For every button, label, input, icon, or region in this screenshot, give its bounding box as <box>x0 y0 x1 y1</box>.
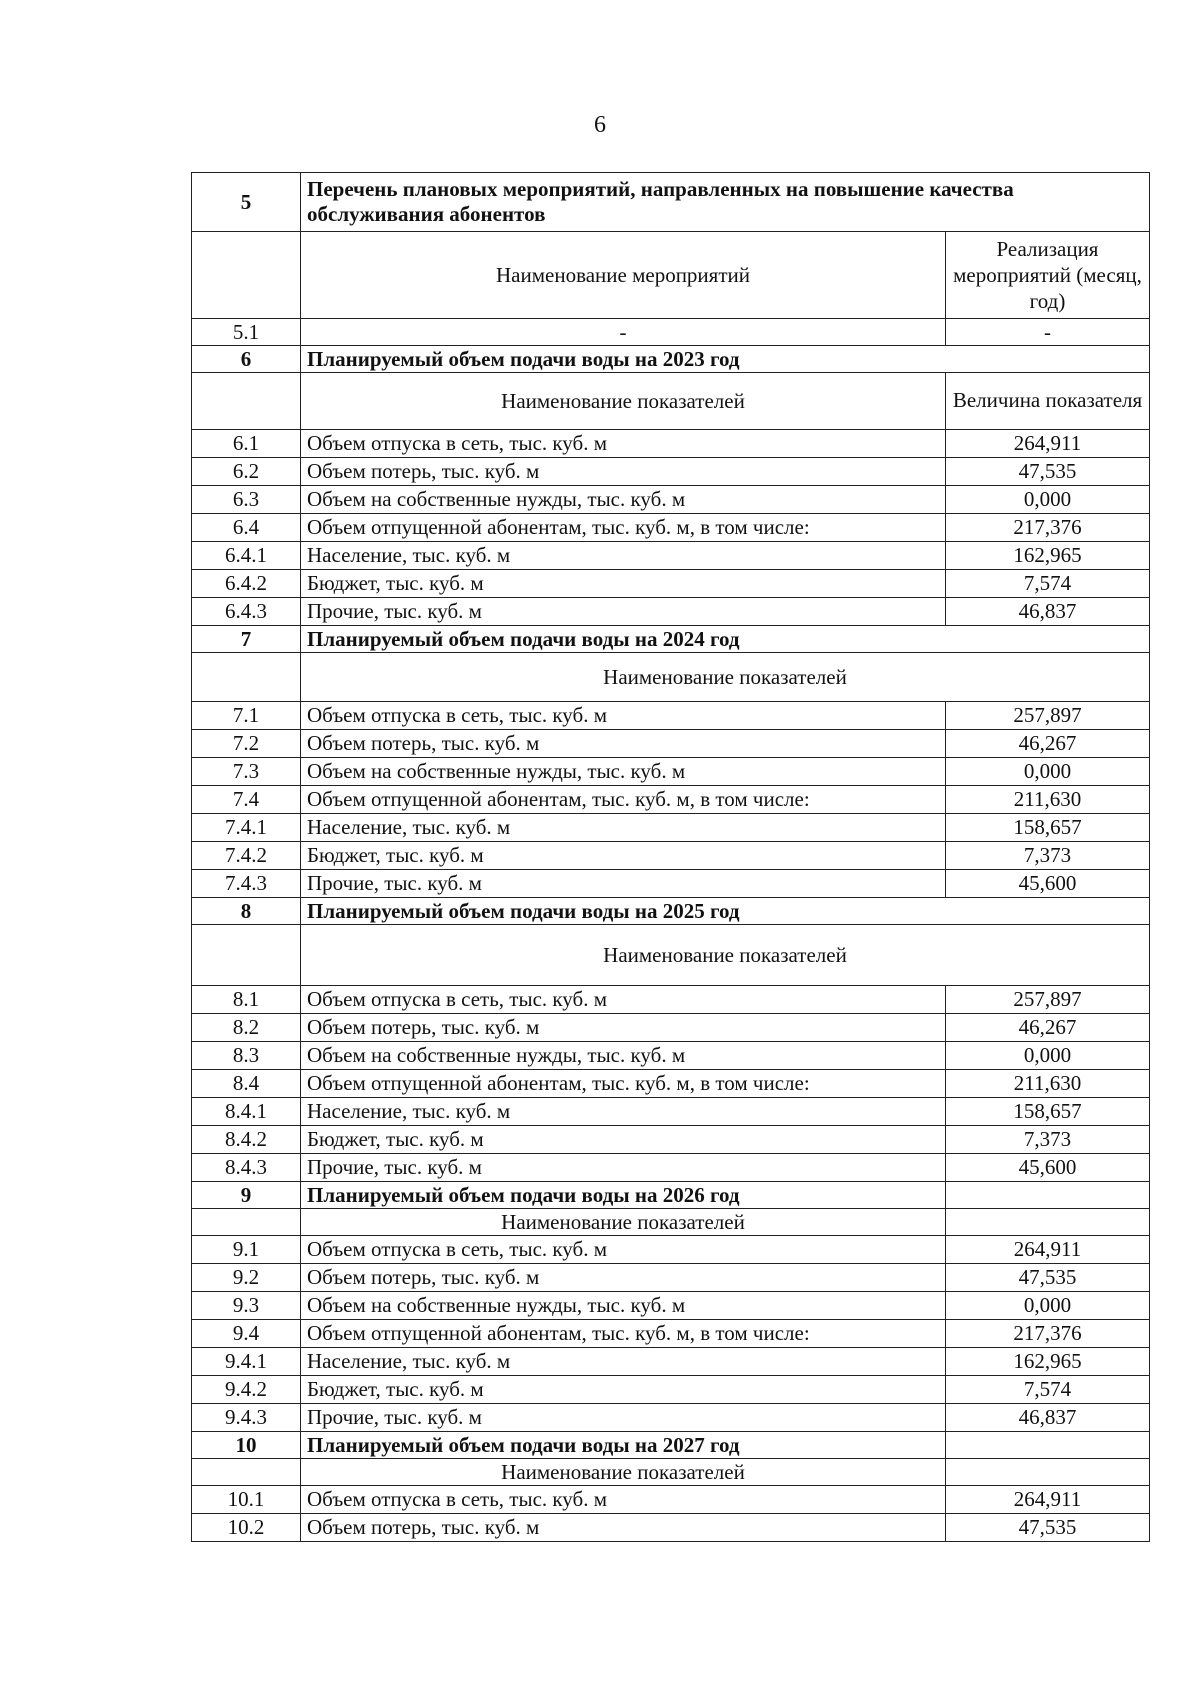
table-row <box>192 1514 1150 1542</box>
table-row <box>192 486 1150 514</box>
column-header-name: Наименование показателей <box>301 1459 946 1486</box>
table-row <box>192 1404 1150 1432</box>
row-value: 0,000 <box>946 1042 1150 1070</box>
table-row <box>192 1042 1150 1070</box>
column-header-name: Наименование мероприятий <box>301 232 946 319</box>
column-header-row <box>192 373 1150 430</box>
row-label: Население, тыс. куб. м <box>301 1348 946 1376</box>
row-label: Население, тыс. куб. м <box>301 1098 946 1126</box>
row-label: Объем на собственные нужды, тыс. куб. м <box>301 1292 946 1320</box>
row-label: Объем отпуска в сеть, тыс. куб. м <box>301 986 946 1014</box>
row-label: Объем на собственные нужды, тыс. куб. м <box>301 758 946 786</box>
row-number: 7.4.3 <box>192 870 301 898</box>
row-value: 162,965 <box>946 1348 1150 1376</box>
section-header-row <box>192 626 1150 653</box>
table-row <box>192 319 1150 346</box>
row-value: 46,267 <box>946 730 1150 758</box>
table-row <box>192 730 1150 758</box>
row-number: 6.4.3 <box>192 598 301 626</box>
row-number: 9.4.3 <box>192 1404 301 1432</box>
table-row <box>192 986 1150 1014</box>
table-row <box>192 1486 1150 1514</box>
row-label: Бюджет, тыс. куб. м <box>301 1376 946 1404</box>
row-label: - <box>301 319 946 346</box>
row-value: 211,630 <box>946 1070 1150 1098</box>
empty-cell <box>946 1459 1150 1486</box>
row-label: Объем отпуска в сеть, тыс. куб. м <box>301 1486 946 1514</box>
row-value: 264,911 <box>946 430 1150 458</box>
column-header-value: Реализация мероприятий (месяц, год) <box>946 232 1150 319</box>
row-value: 257,897 <box>946 702 1150 730</box>
section-title: Планируемый объем подачи воды на 2027 год <box>301 1432 946 1459</box>
table-row <box>192 870 1150 898</box>
section-header-row <box>192 898 1150 925</box>
row-label: Объем потерь, тыс. куб. м <box>301 730 946 758</box>
column-header-name: Наименование показателей <box>301 1209 946 1236</box>
section-number: 10 <box>192 1432 301 1459</box>
row-label: Объем на собственные нужды, тыс. куб. м <box>301 486 946 514</box>
section-number: 5 <box>192 173 301 232</box>
section-title: Перечень плановых мероприятий, направленных на повышение качества обслуживания абонентов <box>301 173 1150 232</box>
row-value: 264,911 <box>946 1486 1150 1514</box>
row-label: Прочие, тыс. куб. м <box>301 1404 946 1432</box>
table-row <box>192 1154 1150 1182</box>
empty-cell <box>946 1432 1150 1459</box>
section-number: 9 <box>192 1182 301 1209</box>
row-value: 46,837 <box>946 598 1150 626</box>
row-number: 7.1 <box>192 702 301 730</box>
row-number: 8.3 <box>192 1042 301 1070</box>
row-value: 46,837 <box>946 1404 1150 1432</box>
row-number: 8.4.2 <box>192 1126 301 1154</box>
row-label: Население, тыс. куб. м <box>301 814 946 842</box>
row-number: 9.4.1 <box>192 1348 301 1376</box>
row-value: 47,535 <box>946 458 1150 486</box>
row-value: 257,897 <box>946 986 1150 1014</box>
empty-cell <box>192 653 301 702</box>
row-value: - <box>946 319 1150 346</box>
empty-cell <box>192 1209 301 1236</box>
section-header-row <box>192 1182 1150 1209</box>
row-label: Объем потерь, тыс. куб. м <box>301 1264 946 1292</box>
column-header-name: Наименование показателей <box>301 925 1150 986</box>
section-title: Планируемый объем подачи воды на 2024 год <box>301 626 1150 653</box>
table-row <box>192 570 1150 598</box>
row-value: 7,574 <box>946 570 1150 598</box>
row-value: 264,911 <box>946 1236 1150 1264</box>
row-label: Объем потерь, тыс. куб. м <box>301 1514 946 1542</box>
row-number: 9.2 <box>192 1264 301 1292</box>
row-label: Бюджет, тыс. куб. м <box>301 842 946 870</box>
row-label: Объем отпущенной абонентам, тыс. куб. м, в том числе: <box>301 514 946 542</box>
row-value: 0,000 <box>946 758 1150 786</box>
column-header-row <box>192 1209 1150 1236</box>
row-label: Прочие, тыс. куб. м <box>301 1154 946 1182</box>
row-label: Объем отпуска в сеть, тыс. куб. м <box>301 702 946 730</box>
row-value: 158,657 <box>946 814 1150 842</box>
row-number: 5.1 <box>192 319 301 346</box>
row-label: Население, тыс. куб. м <box>301 542 946 570</box>
row-value: 7,574 <box>946 1376 1150 1404</box>
empty-cell <box>192 373 301 430</box>
row-number: 8.1 <box>192 986 301 1014</box>
section-header-row <box>192 346 1150 373</box>
row-label: Бюджет, тыс. куб. м <box>301 1126 946 1154</box>
table-row <box>192 1070 1150 1098</box>
row-number: 10.2 <box>192 1514 301 1542</box>
table-row <box>192 702 1150 730</box>
row-number: 6.4.2 <box>192 570 301 598</box>
table-row <box>192 1126 1150 1154</box>
row-number: 6.3 <box>192 486 301 514</box>
row-value: 0,000 <box>946 1292 1150 1320</box>
row-number: 7.4.2 <box>192 842 301 870</box>
table-row <box>192 514 1150 542</box>
section-number: 7 <box>192 626 301 653</box>
row-number: 7.4 <box>192 786 301 814</box>
row-label: Объем отпуска в сеть, тыс. куб. м <box>301 1236 946 1264</box>
table-row <box>192 786 1150 814</box>
column-header-row <box>192 232 1150 319</box>
column-header-name: Наименование показателей <box>301 373 946 430</box>
row-label: Бюджет, тыс. куб. м <box>301 570 946 598</box>
table-row <box>192 1376 1150 1404</box>
row-label: Объем отпуска в сеть, тыс. куб. м <box>301 430 946 458</box>
table-row <box>192 1348 1150 1376</box>
row-value: 7,373 <box>946 842 1150 870</box>
row-label: Объем потерь, тыс. куб. м <box>301 1014 946 1042</box>
row-number: 7.3 <box>192 758 301 786</box>
row-value: 158,657 <box>946 1098 1150 1126</box>
empty-cell <box>946 1209 1150 1236</box>
row-label: Прочие, тыс. куб. м <box>301 870 946 898</box>
table-row <box>192 1014 1150 1042</box>
section-number: 8 <box>192 898 301 925</box>
row-value: 217,376 <box>946 514 1150 542</box>
table-row <box>192 430 1150 458</box>
column-header-row <box>192 653 1150 702</box>
table-row <box>192 842 1150 870</box>
column-header-row <box>192 925 1150 986</box>
row-number: 10.1 <box>192 1486 301 1514</box>
row-label: Объем отпущенной абонентам, тыс. куб. м, в том числе: <box>301 1070 946 1098</box>
row-number: 6.1 <box>192 430 301 458</box>
row-label: Объем потерь, тыс. куб. м <box>301 458 946 486</box>
section-title: Планируемый объем подачи воды на 2025 год <box>301 898 1150 925</box>
row-value: 7,373 <box>946 1126 1150 1154</box>
row-number: 6.4 <box>192 514 301 542</box>
table-row <box>192 1320 1150 1348</box>
empty-cell <box>192 1459 301 1486</box>
row-number: 9.4 <box>192 1320 301 1348</box>
table-row <box>192 1236 1150 1264</box>
section-header-row <box>192 173 1150 232</box>
row-number: 7.2 <box>192 730 301 758</box>
row-number: 9.1 <box>192 1236 301 1264</box>
section-number: 6 <box>192 346 301 373</box>
row-value: 45,600 <box>946 870 1150 898</box>
row-value: 211,630 <box>946 786 1150 814</box>
empty-cell <box>192 232 301 319</box>
row-value: 162,965 <box>946 542 1150 570</box>
row-value: 47,535 <box>946 1514 1150 1542</box>
section-header-row <box>192 1432 1150 1459</box>
row-label: Объем отпущенной абонентам, тыс. куб. м, в том числе: <box>301 1320 946 1348</box>
row-number: 8.4.3 <box>192 1154 301 1182</box>
column-header-name: Наименование показателей <box>301 653 1150 702</box>
table-row <box>192 1098 1150 1126</box>
empty-cell <box>192 925 301 986</box>
plan-table <box>191 172 1150 1542</box>
row-number: 9.3 <box>192 1292 301 1320</box>
row-value: 0,000 <box>946 486 1150 514</box>
row-value: 45,600 <box>946 1154 1150 1182</box>
table-row <box>192 458 1150 486</box>
row-label: Прочие, тыс. куб. м <box>301 598 946 626</box>
row-number: 7.4.1 <box>192 814 301 842</box>
page-number: 6 <box>594 112 606 138</box>
table-row <box>192 814 1150 842</box>
section-title: Планируемый объем подачи воды на 2023 год <box>301 346 1150 373</box>
row-number: 6.4.1 <box>192 542 301 570</box>
empty-cell <box>946 1182 1150 1209</box>
table-row <box>192 758 1150 786</box>
row-number: 9.4.2 <box>192 1376 301 1404</box>
table-row <box>192 1264 1150 1292</box>
column-header-row <box>192 1459 1150 1486</box>
column-header-value: Величина показателя <box>946 373 1150 430</box>
section-title: Планируемый объем подачи воды на 2026 год <box>301 1182 946 1209</box>
table-row <box>192 598 1150 626</box>
table-row <box>192 542 1150 570</box>
row-label: Объем на собственные нужды, тыс. куб. м <box>301 1042 946 1070</box>
row-value: 46,267 <box>946 1014 1150 1042</box>
row-number: 6.2 <box>192 458 301 486</box>
row-number: 8.2 <box>192 1014 301 1042</box>
row-value: 217,376 <box>946 1320 1150 1348</box>
table-row <box>192 1292 1150 1320</box>
row-number: 8.4.1 <box>192 1098 301 1126</box>
row-value: 47,535 <box>946 1264 1150 1292</box>
row-number: 8.4 <box>192 1070 301 1098</box>
row-label: Объем отпущенной абонентам, тыс. куб. м, в том числе: <box>301 786 946 814</box>
